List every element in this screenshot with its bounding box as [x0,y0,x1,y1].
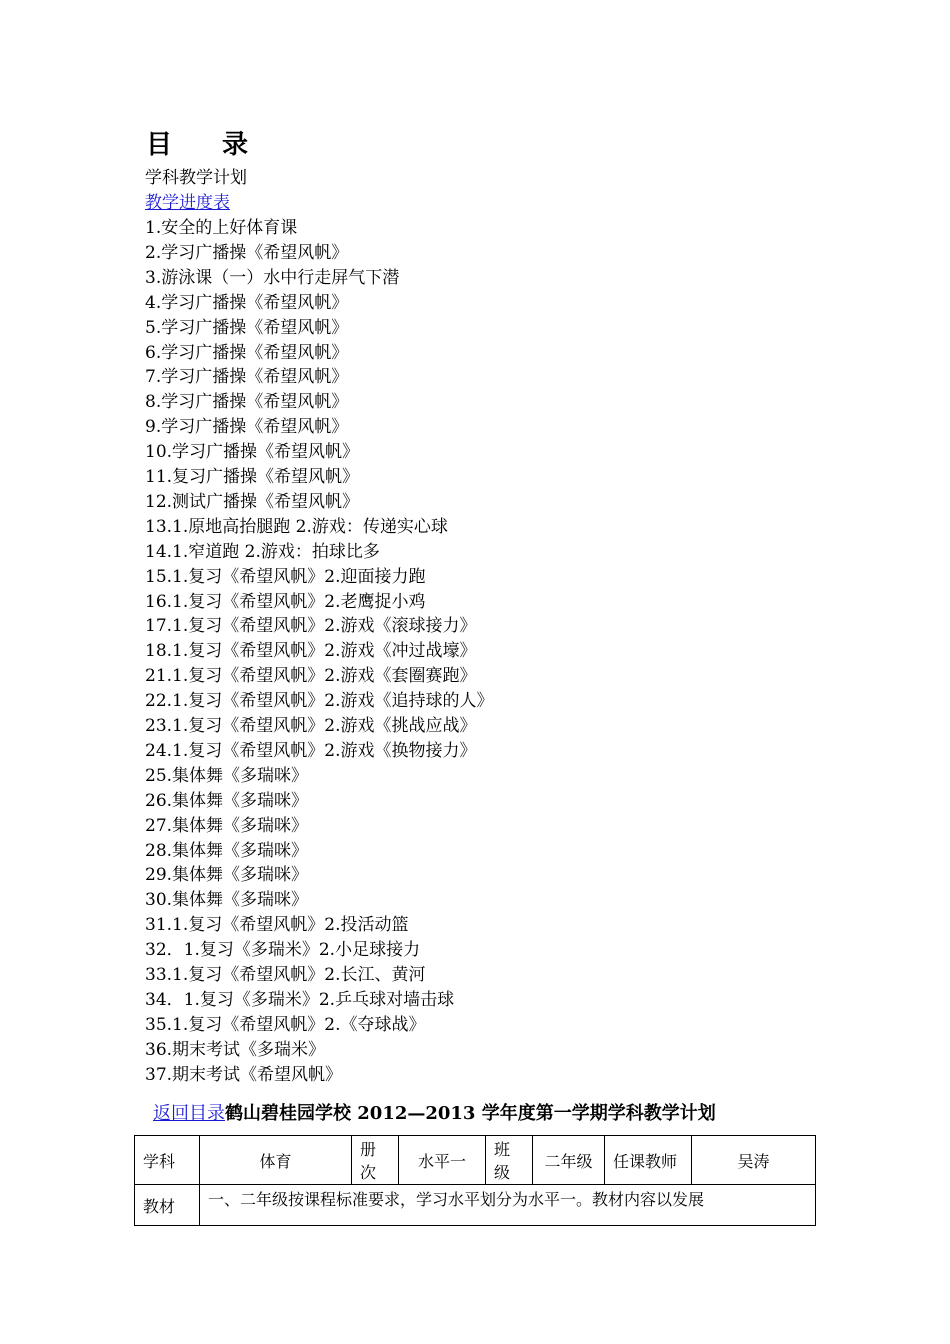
plan-table [134,1135,816,1226]
toc-item: 33.1.复习《希望风帆》2.长江、黄河 [145,965,426,985]
class-label: 班级 [486,1136,533,1185]
toc-item: 15.1.复习《希望风帆》2.迎面接力跑 [145,566,426,587]
subject-label: 学科 [135,1136,200,1185]
toc-item: 17.1.复习《希望风帆》2.游戏《滚球接力》 [145,616,477,637]
toc-item: 31.1.复习《希望风帆》2.投活动篮 [145,915,409,936]
toc-item: 13.1.原地高抬腿跑 2.游戏：传递实心球 [145,516,448,537]
toc-item: 3.游泳课（一）水中行走屏气下潜 [145,267,400,288]
toc-item: 8.学习广播操《希望风帆》 [145,392,349,413]
toc-item: 5.学习广播操《希望风帆》 [145,317,349,338]
material-text: 一、二年级按课程标准要求，学习水平划分为水平一。教材内容以发展 [200,1185,816,1226]
toc-item: 11.复习广播操《希望风帆》 [145,467,360,487]
toc-item: 9.学习广播操《希望风帆》 [145,417,349,438]
toc-item: 14.1.窄道跑 2.游戏：拍球比多 [145,541,380,562]
toc-item: 12.测试广播操《希望风帆》 [145,491,360,512]
toc-item: 34．1.复习《多瑞米》2.乒乓球对墙击球 [145,989,455,1010]
teacher-value: 吴涛 [692,1136,816,1185]
teacher-label: 任课教师 [605,1136,692,1185]
class-value: 二年级 [533,1136,605,1185]
toc-item: 24.1.复习《希望风帆》2.游戏《换物接力》 [145,740,477,761]
schedule-link[interactable]: 教学进度表 [145,193,230,213]
material-label: 教材 [135,1185,200,1226]
back-to-toc-link[interactable]: 返回目录 [153,1103,225,1124]
toc-item: 10.学习广播操《希望风帆》 [145,442,360,463]
plan-heading-text: 鹤山碧桂园学校 2012—2013 学年度第一学期学科教学计划 [225,1103,716,1124]
toc-item: 6.学习广播操《希望风帆》 [145,342,349,363]
toc-item: 37.期末考试《希望风帆》 [145,1064,343,1085]
toc-item: 28.集体舞《多瑞咪》 [145,840,309,861]
toc-item: 35.1.复习《希望风帆》2.《夺球战》 [145,1014,426,1035]
toc-item: 26.集体舞《多瑞咪》 [145,790,309,811]
toc-item: 23.1.复习《希望风帆》2.游戏《挑战应战》 [145,716,477,736]
subject-plan-entry: 学科教学计划 [145,168,247,188]
toc-item: 30.集体舞《多瑞咪》 [145,890,309,911]
toc-item: 22.1.复习《希望风帆》2.游戏《追持球的人》 [145,691,494,712]
toc-item: 2.学习广播操《希望风帆》 [145,242,349,263]
toc-item: 32．1.复习《多瑞米》2.小足球接力 [145,940,421,961]
volume-label: 册次 [352,1136,399,1185]
toc-title: 目 录 [146,130,249,160]
toc-item: 7.学习广播操《希望风帆》 [145,367,349,388]
plan-heading [153,1099,716,1125]
toc-item: 18.1.复习《希望风帆》2.游戏《冲过战壕》 [145,641,477,662]
table-row [135,1185,816,1226]
toc-item: 29.集体舞《多瑞咪》 [145,865,309,886]
toc-item: 25.集体舞《多瑞咪》 [145,765,309,786]
volume-value: 水平一 [399,1136,486,1185]
subject-value: 体育 [200,1136,352,1185]
toc-item: 1.安全的上好体育课 [145,218,298,238]
toc-item: 16.1.复习《希望风帆》2.老鹰捉小鸡 [145,591,426,612]
toc-item: 27.集体舞《多瑞咪》 [145,815,309,836]
table-row [135,1136,816,1185]
toc-item: 21.1.复习《希望风帆》2.游戏《套圈赛跑》 [145,666,477,687]
toc-item: 36.期末考试《多瑞米》 [145,1039,326,1060]
toc-item: 4.学习广播操《希望风帆》 [145,292,349,313]
